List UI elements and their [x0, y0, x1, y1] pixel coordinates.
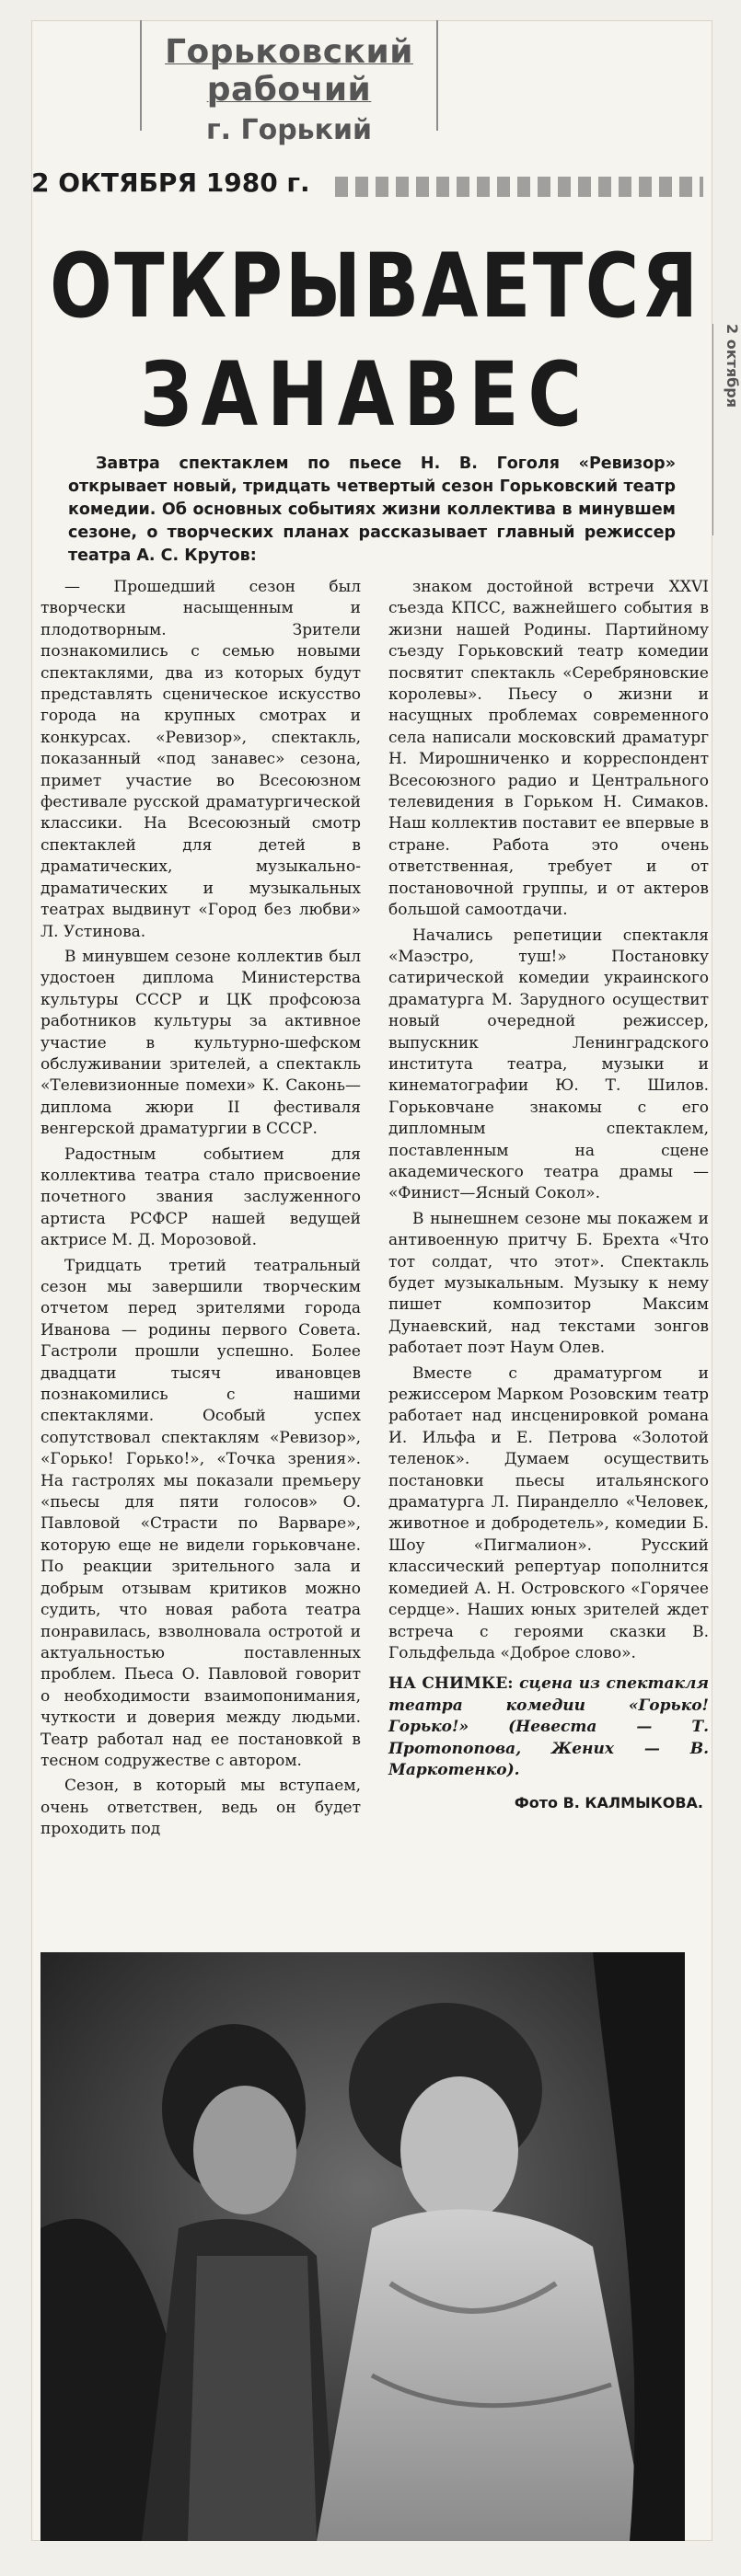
- paragraph: Тридцать третий театральный сезон мы завершили творческим отчетом перед зрителями города Иванова — родины первого Совета. Гастроли прошли успешно. Более двадцати тысяч ивановцев познакомились с нашими спектаклями. Особый успех сопутствовал спектаклям «Ревизор», «Горько! Горько!», «Точка зрения». На гастролях мы показали премьеру «пьесы для пяти голосов» О. Павловой «Страсти по Варваре», которую еще не видели горьковчане. По реакции зрительного зала и добрым отзывам критиков можно судить, что новая работа театра понравилась, взволновала остротой и актуальностью поставленных проблем. Пьеса О. Павловой говорит о необходимости взаимопонимания, чуткости и доверия между людьми. Театр работал над ее постановкой в тесном содружестве с автором.: [41, 1256, 361, 1770]
- caption-label: НА СНИМКЕ:: [388, 1674, 514, 1694]
- paragraph: знаком достойной встречи XXVI съезда КПСС, важнейшего события в жизни нашей Родины. Партийному съезду Горьковский театр комедии посвятит спектакль «Серебряновские королевы». Пьесу о жизни и насущных проблемах современного села написали московский драматург Н. Мирошниченко и корреспондент Всесоюзного радио и Центрального телевидения в Горьком Н. Симаков. Наш коллектив поставит ее впервые в стране. Работа это очень ответственная, требует и от постановочной группы, и от актеров большой самоотдачи.: [388, 578, 709, 920]
- stamp-city: г. Горький: [205, 114, 373, 146]
- publication-date: 2 ОКТЯБРЯ 1980 г.: [31, 167, 310, 198]
- article-column-right: [388, 577, 709, 1814]
- paragraph: Начались репетиции спектакля «Маэстро, туш!» Постановку сатирической комедии украинского драматурга М. Зарудного осуществит новый очередной режиссер, выпускник Ленинградского института театра, музыки и кинематографии Ю. Т. Шилов. Горьковчане знакомы с его дипломным спектаклем, поставленным на сцене академического театра драмы — «Финист—Ясный Сокол».: [388, 926, 709, 1203]
- headline-line-2: ЗАНАВЕС: [139, 343, 591, 446]
- paragraph: Радостным событием для коллектива театра стало присвоение почетного звания заслуженного артиста РСФСР нашей ведущей актрисе М. Д. Морозовой.: [41, 1144, 361, 1250]
- caption-text: сцена из спектакля театра комедии «Горько! Горько!» (Невеста — Т. Протопопова, Жених — В. Маркотенко).: [388, 1674, 710, 1779]
- article-lead: Завтра спектаклем по пьесе Н. В. Гоголя «Ревизор» открывает новый, тридцать четвертый сезон Горьковский театр комедии. Об основных событиях жизни коллектива в минувшем сезоне, о творческих планах рассказывает главный режиссер театра А. С. Крутов:: [68, 454, 676, 565]
- paragraph: — Прошедший сезон был творчески насыщенным и плодотворным. Зрители познакомились с семью новыми спектаклями, два из которых будут представлять сценическое искусство города на крупных смотрах и конкурсах. «Ревизор», спектакль, показанный «под занавес» сезона, примет участие во Всесоюзном фестивале русской драматургической классики. На Всесоюзный смотр спектаклей для детей в драматических, музыкально-драматических и музыкальных театрах выдвинут «Город без любви» Л. Устинова.: [41, 578, 361, 941]
- adjacent-article-fragment: 2 октября: [712, 324, 741, 535]
- paragraph: Сезон, в который мы вступаем, очень ответствен, ведь он будет проходить под: [41, 1777, 361, 1839]
- stage-photo: [41, 1952, 685, 2541]
- article-headline: [50, 232, 700, 449]
- stage-photo-illustration: [41, 1952, 685, 2541]
- stamp-newspaper-name: Горьковский рабочий: [165, 33, 413, 109]
- decorative-divider: [335, 177, 703, 197]
- newspaper-stamp: [140, 20, 438, 146]
- photo-credit: Фото В. КАЛМЫКОВА.: [514, 1794, 703, 1812]
- paragraph: В минувшем сезоне коллектив был удостоен диплома Министерства культуры СССР и ЦК профсоюза работников культуры за активное участие в культурно-шефском обслуживании зрителей, а спектакль «Телевизионные помехи» К. Саконь—диплома жюри II фестиваля венгерской драматургии в СССР.: [41, 947, 361, 1139]
- paragraph: Вместе с драматургом и режиссером Марком Розовским театр работает над инсценировкой романа И. Ильфа и Е. Петрова «Золотой теленок». Думаем осуществить постановки пьесы итальянского драматурга Л. Пиранделло «Человек, животное и добродетель», комедии Б. Шоу «Пигмалион». Русский классический репертуар пополнится комедией А. Н. Островского «Горячее сердце». Наших юных зрителей ждет встреча с героями сказки В. Гольдфельда «Доброе слово».: [388, 1363, 709, 1662]
- article-column-left: [41, 577, 361, 1845]
- paragraph: В нынешнем сезоне мы покажем и антивоенную притчу Б. Брехта «Что тот солдат, что этот». Спектакль будет музыкальным. Музыку к нему пишет композитор Максим Дунаевский, над текстами зонгов работает поэт Наум Олев.: [388, 1209, 709, 1358]
- photo-caption: [388, 1673, 709, 1781]
- headline-line-1: ОТКРЫВАЕТСЯ: [50, 235, 700, 338]
- newspaper-clipping: [31, 20, 741, 2541]
